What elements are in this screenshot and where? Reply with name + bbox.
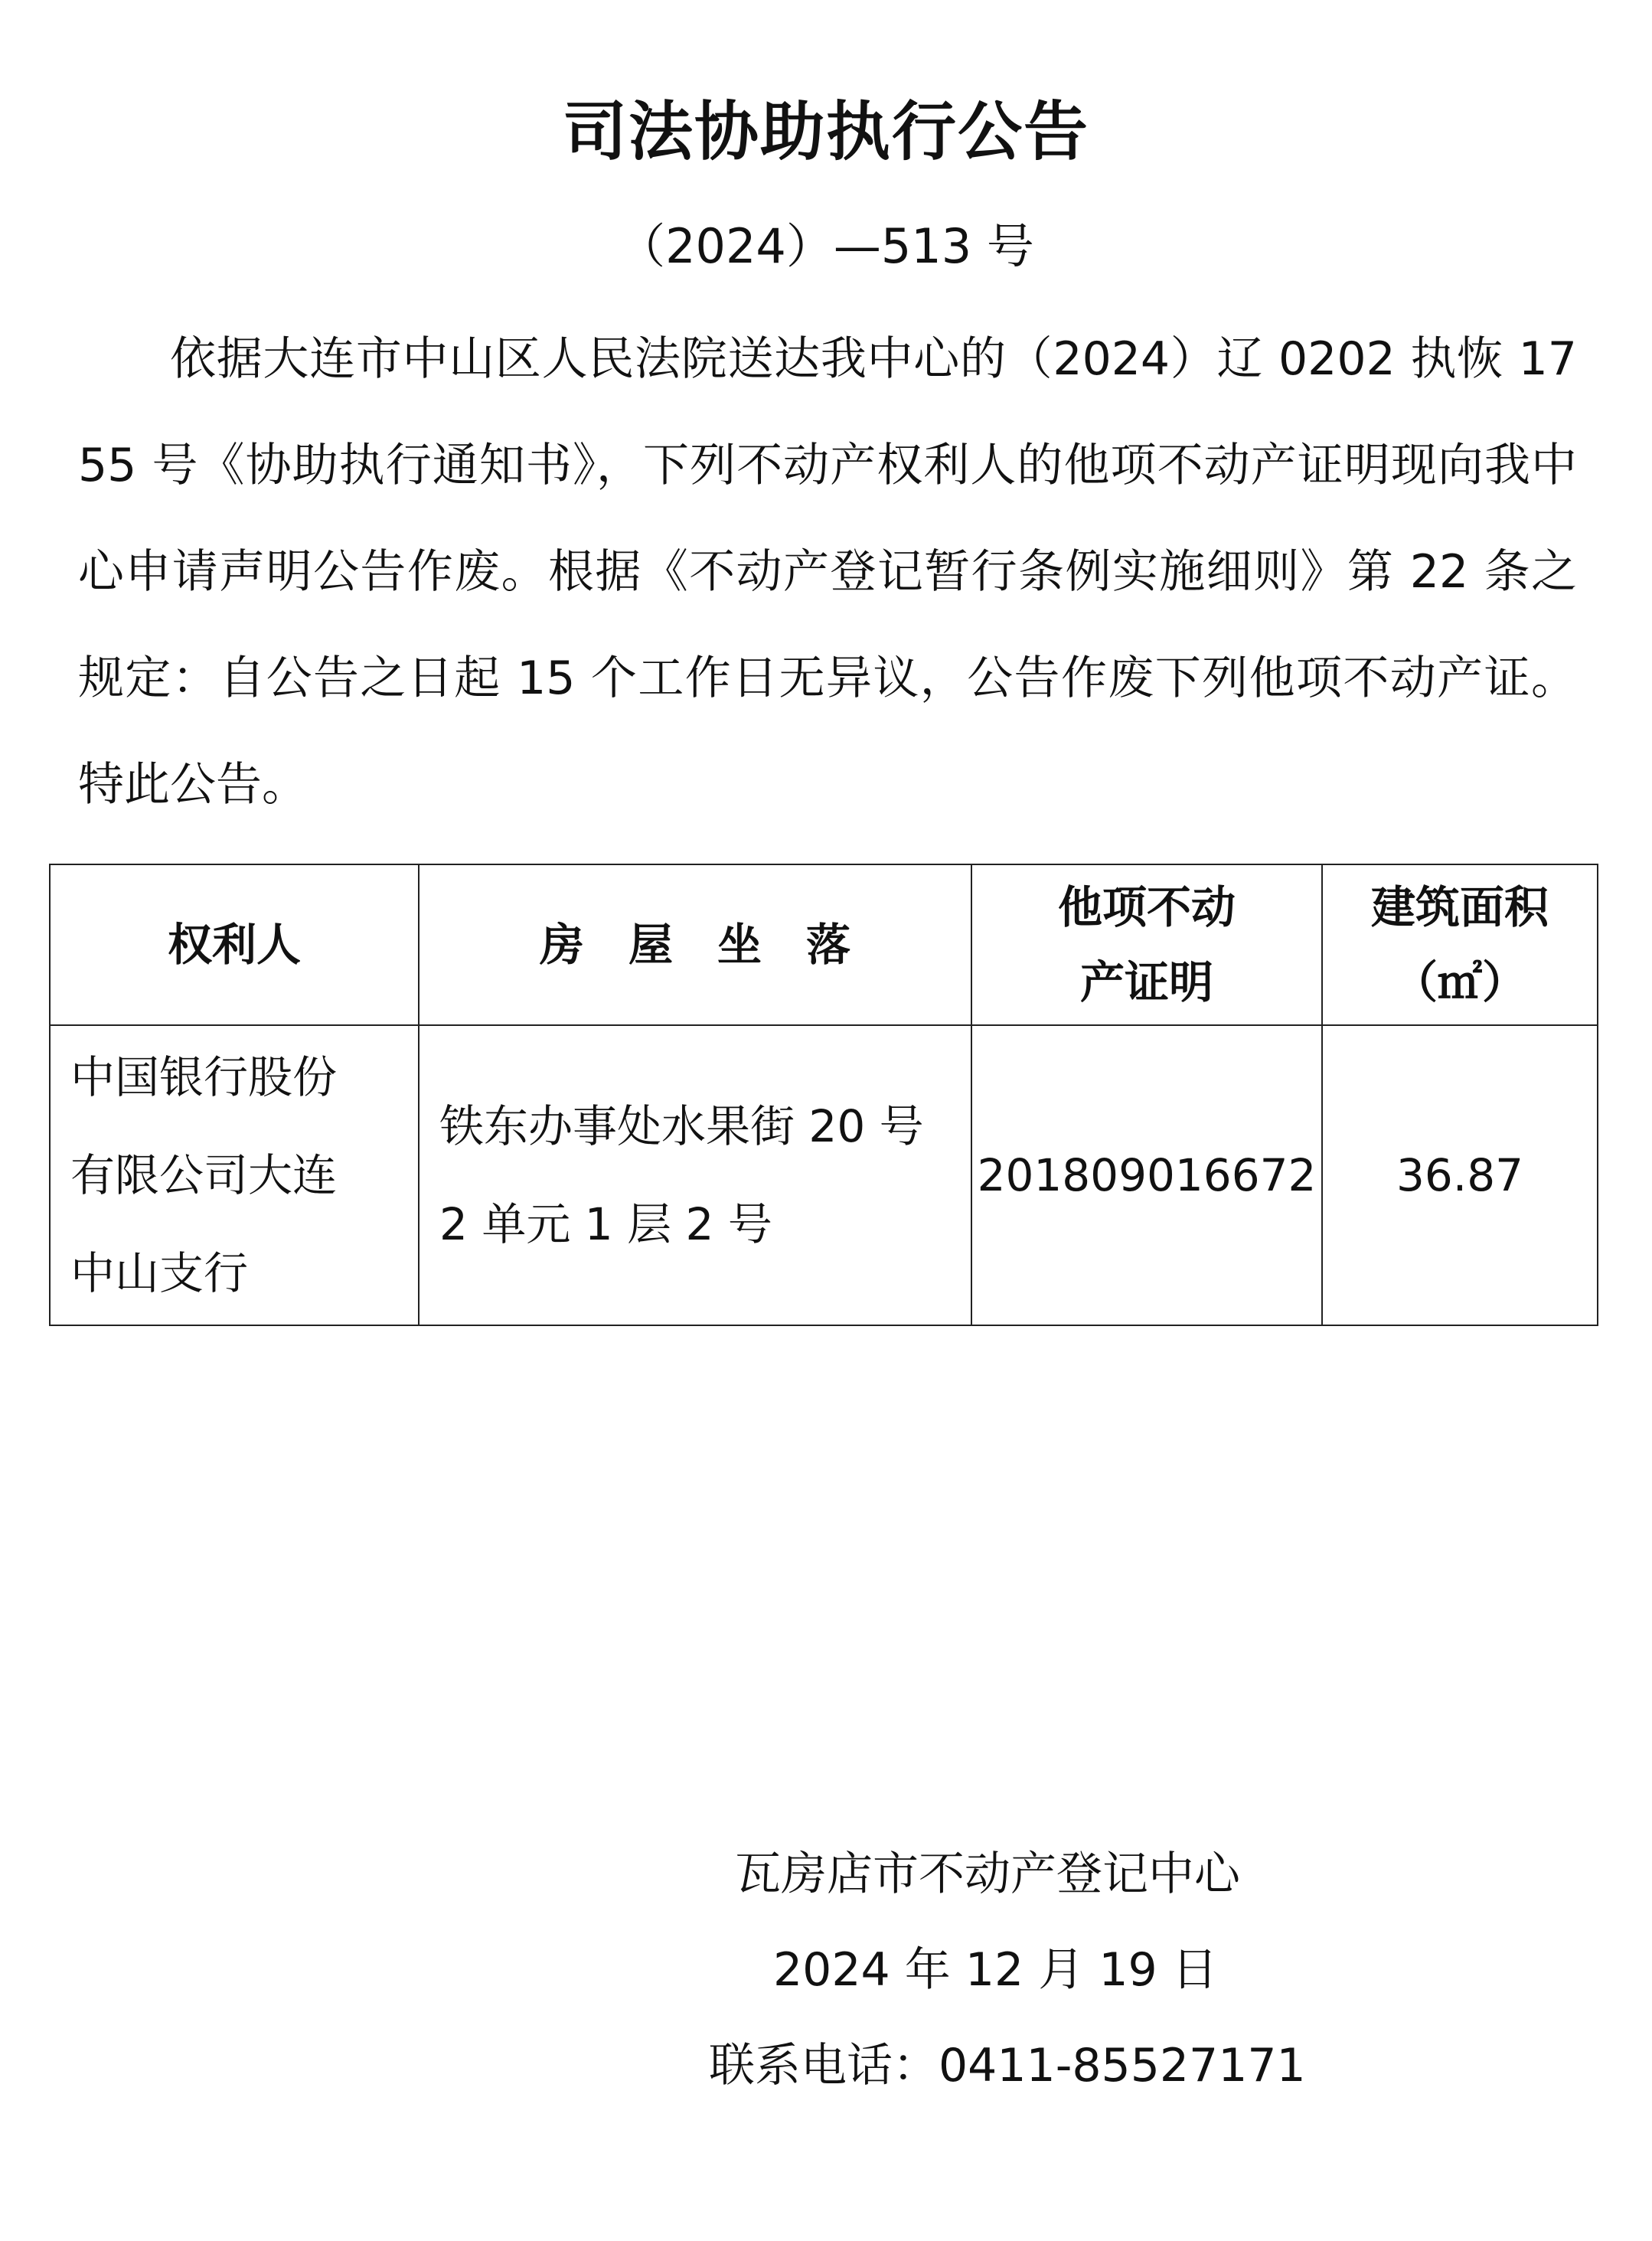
document-number: （2024）—513 号 <box>618 218 1034 274</box>
area-value: 36.87 <box>1396 1149 1524 1201</box>
header-location-label: 房 屋 坐 落 <box>539 919 850 971</box>
table-header-row <box>50 864 1598 1025</box>
holder-line: 中山支行 <box>70 1247 249 1299</box>
header-certificate-line1: 他项不动 <box>1057 881 1236 933</box>
holder-line: 中国银行股份 <box>70 1051 338 1103</box>
certificate-table <box>49 864 1598 1326</box>
header-certificate-line2: 产证明 <box>1079 956 1213 1008</box>
holder-cell <box>50 1025 419 1325</box>
location-line: 铁东办事处水果街 20 号 <box>439 1100 924 1152</box>
certificate-number: 201809016672 <box>977 1149 1317 1201</box>
contact-phone: 联系电话：0411-85527171 <box>709 2039 1306 2092</box>
holder-line: 有限公司大连 <box>70 1149 338 1201</box>
header-location <box>419 864 971 1025</box>
header-holder-label: 权利人 <box>167 919 301 971</box>
table-row <box>50 1025 1598 1325</box>
location-line: 2 单元 1 层 2 号 <box>439 1198 772 1250</box>
notice-body: 依据大连市中山区人民法院送达我中心的（2024）辽 0202 执恢 1755 号《协助执行通知书》，下列不动产权利人的他项不动产证明现向我中心申请声明公告作废。根据《不动产登记暂行条例实施细则》第 22 条之规定：自公告之日起 15 个工作日无异议，公告作废下列他项不动产证。特此公告。 <box>78 332 1577 812</box>
header-certificate <box>971 864 1322 1025</box>
notice-title: 司法协助执行公告 <box>562 94 1089 169</box>
header-area-line2: （㎡） <box>1392 956 1526 1008</box>
header-area <box>1322 864 1598 1025</box>
location-cell <box>419 1025 971 1325</box>
issuing-organization: 瓦房店市不动产登记中心 <box>735 1847 1240 1901</box>
header-holder <box>50 864 419 1025</box>
area-cell <box>1322 1025 1598 1325</box>
certificate-cell <box>971 1025 1322 1325</box>
issue-date: 2024 年 12 月 19 日 <box>773 1943 1218 1997</box>
header-area-line1: 建筑面积 <box>1370 881 1549 933</box>
